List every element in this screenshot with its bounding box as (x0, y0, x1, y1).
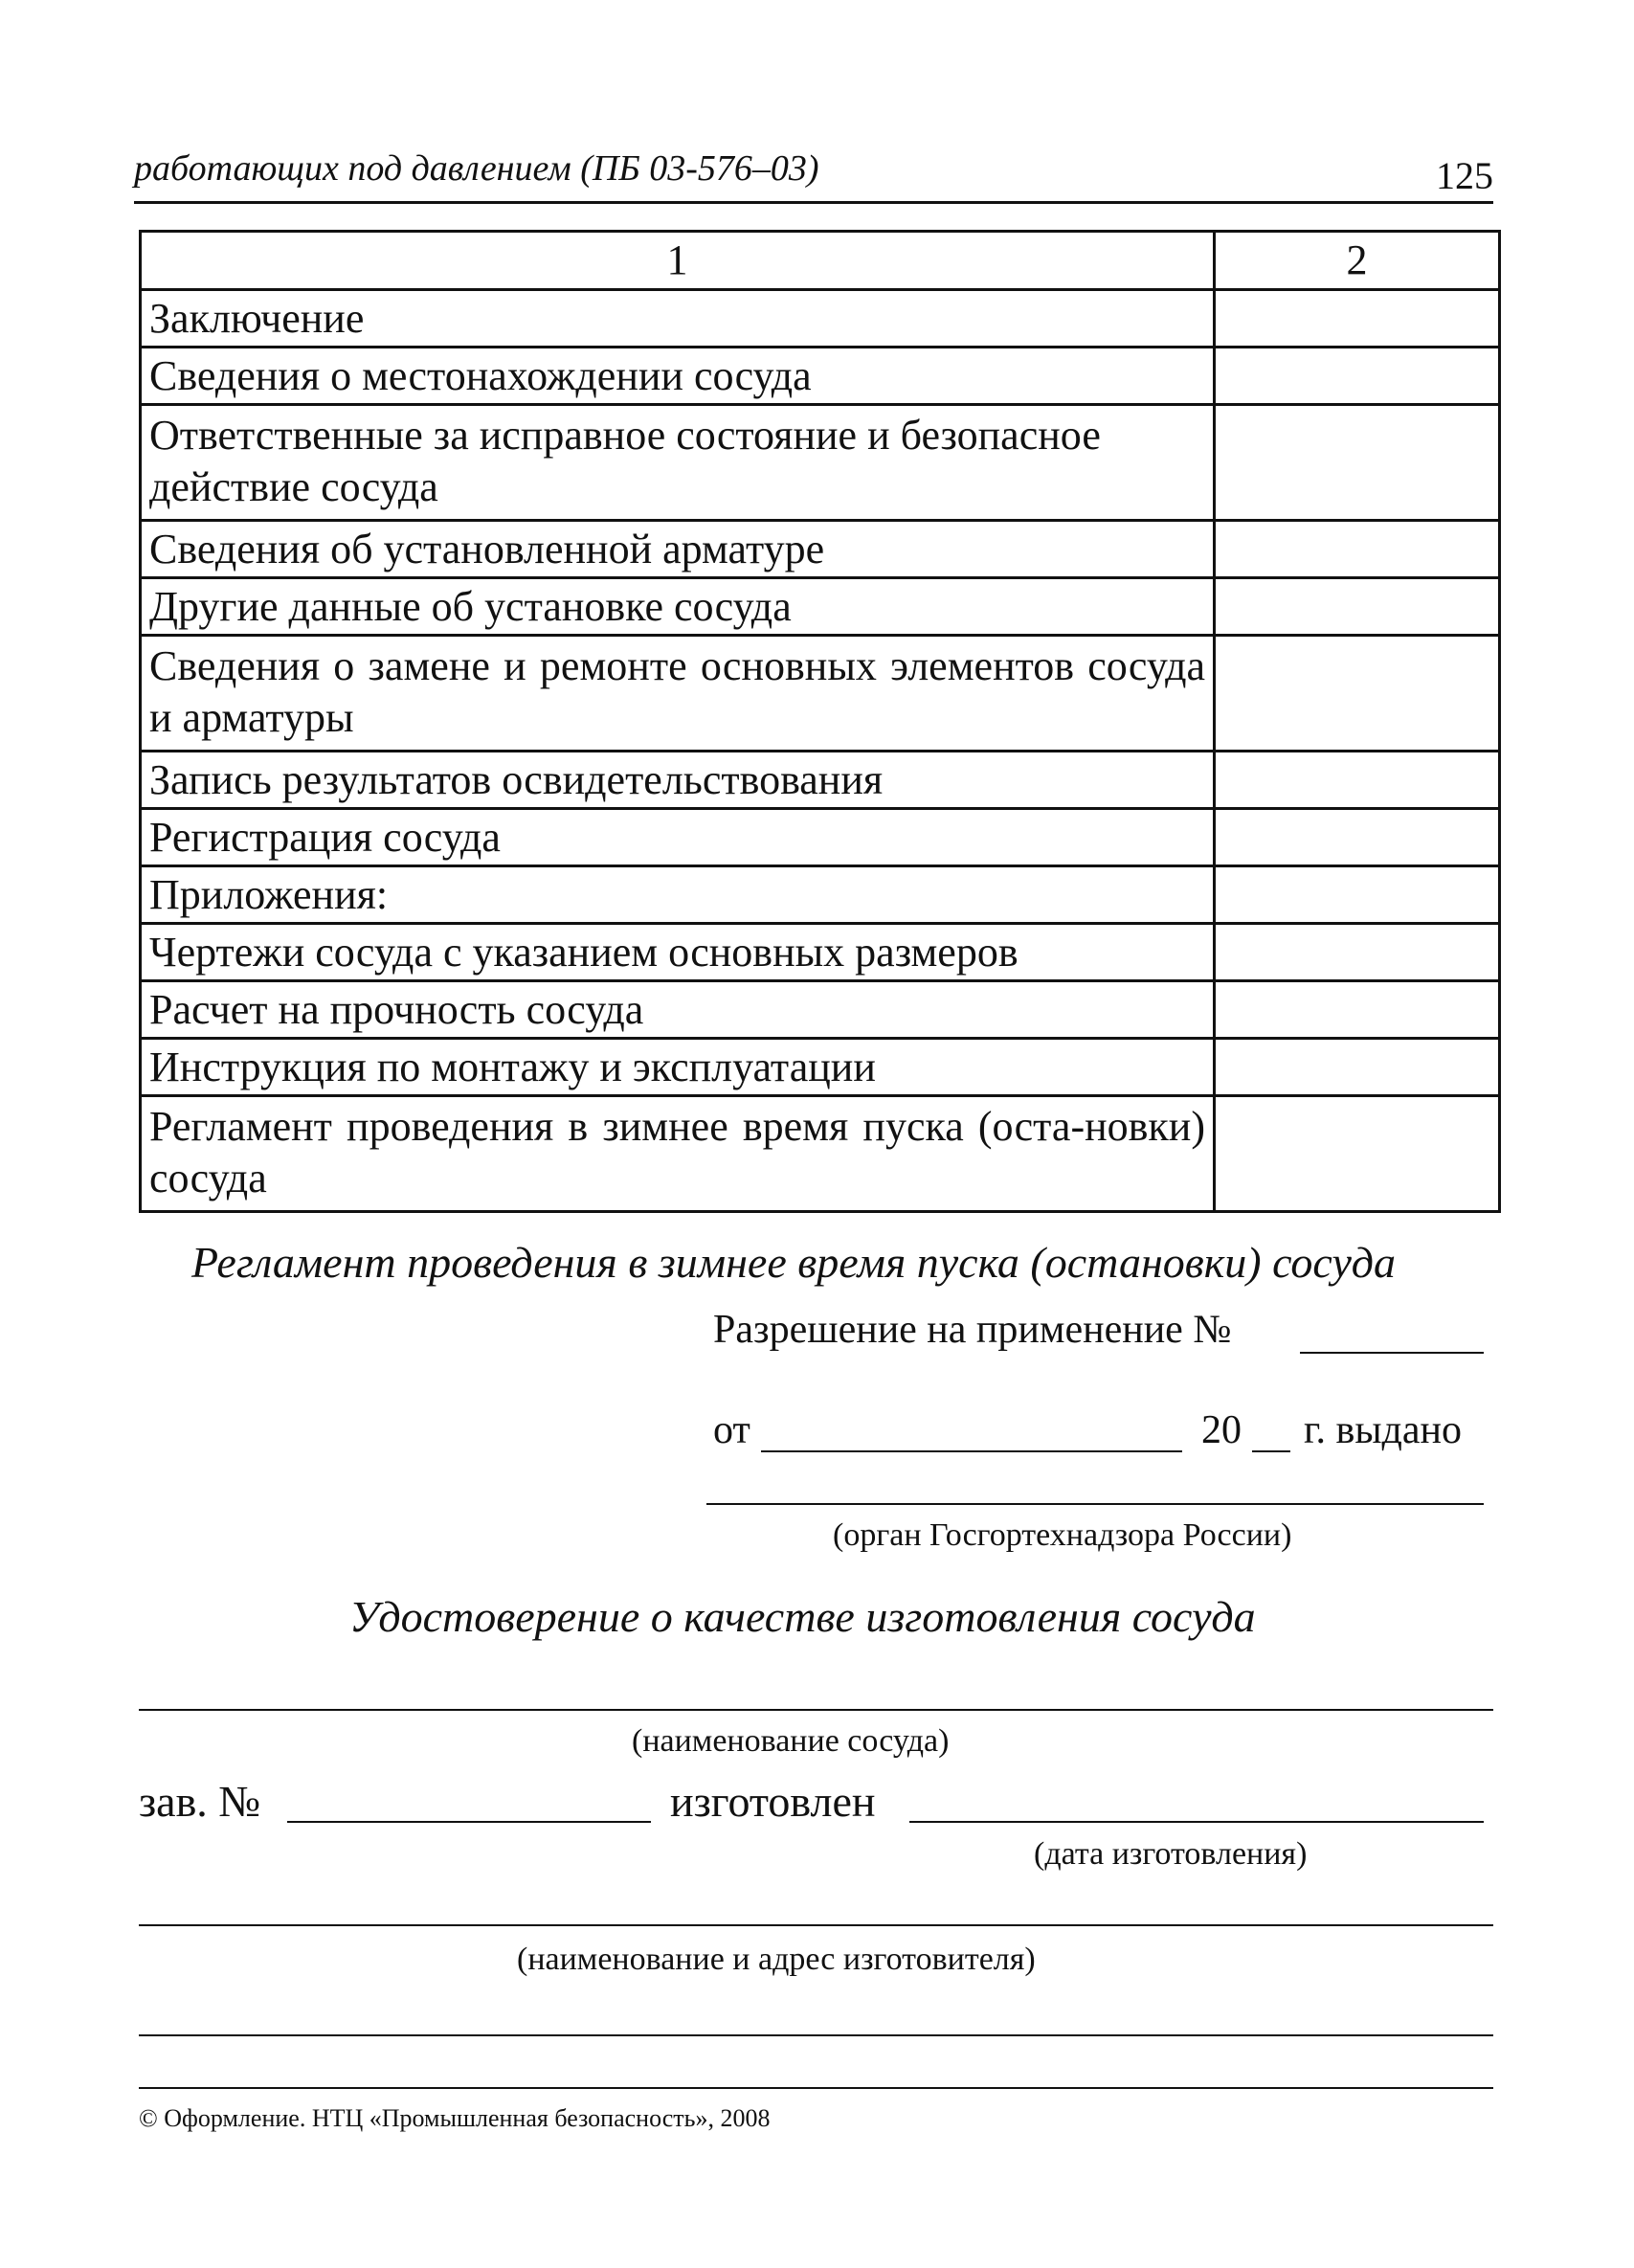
manufacturer-field[interactable] (139, 1924, 1493, 1926)
column-header-1: 1 (141, 232, 1215, 290)
certificate-heading: Удостоверение о качестве изготовления сосуда (349, 1592, 1256, 1641)
year-prefix: 20 (1201, 1408, 1242, 1452)
table-row (141, 290, 1500, 348)
row-value (1215, 752, 1500, 809)
table-row (141, 981, 1500, 1039)
table-row (141, 924, 1500, 981)
row-value (1215, 866, 1500, 924)
column-header-2: 2 (1215, 232, 1500, 290)
page-number: 125 (1436, 154, 1493, 197)
permit-date-field[interactable] (761, 1450, 1182, 1452)
row-value (1215, 521, 1500, 578)
vessel-name-field[interactable] (139, 1709, 1493, 1711)
table-row (141, 866, 1500, 924)
row-label: Приложения: (141, 866, 1215, 924)
manufacture-date-field[interactable] (909, 1821, 1484, 1823)
table-header-row (141, 232, 1500, 290)
regulation-heading: Регламент проведения в зимнее время пуска (остановки) сосуда (191, 1238, 1396, 1287)
row-value (1215, 1039, 1500, 1096)
from-label: от (713, 1408, 750, 1452)
permit-number-field[interactable] (1300, 1352, 1484, 1354)
row-value (1215, 578, 1500, 636)
vessel-name-caption: (наименование сосуда) (632, 1723, 950, 1759)
row-value (1215, 924, 1500, 981)
row-label: Регистрация сосуда (141, 809, 1215, 866)
row-label: Сведения о замене и ремонте основных элементов сосуда и арматуры (141, 636, 1215, 752)
row-label: Сведения об установленной арматуре (141, 521, 1215, 578)
row-value (1215, 981, 1500, 1039)
table-row (141, 521, 1500, 578)
row-label: Сведения о местонахождении сосуда (141, 348, 1215, 405)
table-row (141, 405, 1500, 521)
row-label: Чертежи сосуда с указанием основных размеров (141, 924, 1215, 981)
authority-caption: (орган Госгортехнадзора России) (833, 1517, 1292, 1553)
row-label: Заключение (141, 290, 1215, 348)
year-suffix-field[interactable] (1252, 1450, 1290, 1452)
row-label: Ответственные за исправное состояние и безопасное действие сосуда (141, 405, 1215, 521)
permit-label: Разрешение на применение № (713, 1308, 1232, 1352)
table-row (141, 578, 1500, 636)
row-label: Инструкция по монтажу и эксплуатации (141, 1039, 1215, 1096)
row-value (1215, 809, 1500, 866)
running-header (134, 144, 1493, 204)
manufactured-label: изготовлен (670, 1777, 876, 1826)
header-title: работающих под давлением (ПБ 03-576–03) (134, 148, 819, 189)
row-value (1215, 405, 1500, 521)
row-value (1215, 348, 1500, 405)
issuing-authority-field[interactable] (706, 1503, 1484, 1505)
manufacturer-field-line-2[interactable] (139, 2034, 1493, 2036)
date-caption: (дата изготовления) (1034, 1836, 1308, 1872)
row-value (1215, 290, 1500, 348)
contents-table (139, 230, 1501, 1213)
footer-rule (139, 2087, 1493, 2089)
row-label: Расчет на прочность сосуда (141, 981, 1215, 1039)
table-row (141, 752, 1500, 809)
serial-label: зав. № (139, 1777, 261, 1826)
footer-copyright: © Оформление. НТЦ «Промышленная безопасность», 2008 (139, 2104, 771, 2132)
table-row (141, 348, 1500, 405)
table-row (141, 636, 1500, 752)
row-label: Регламент проведения в зимнее время пуска (оста-новки) сосуда (141, 1096, 1215, 1212)
row-value (1215, 636, 1500, 752)
row-label: Другие данные об установке сосуда (141, 578, 1215, 636)
row-value (1215, 1096, 1500, 1212)
table-row (141, 1096, 1500, 1212)
manufacturer-caption: (наименование и адрес изготовителя) (517, 1942, 1036, 1977)
serial-number-field[interactable] (287, 1821, 651, 1823)
table-row (141, 1039, 1500, 1096)
table-row (141, 809, 1500, 866)
issued-label: г. выдано (1304, 1408, 1463, 1452)
row-label: Запись результатов освидетельствования (141, 752, 1215, 809)
